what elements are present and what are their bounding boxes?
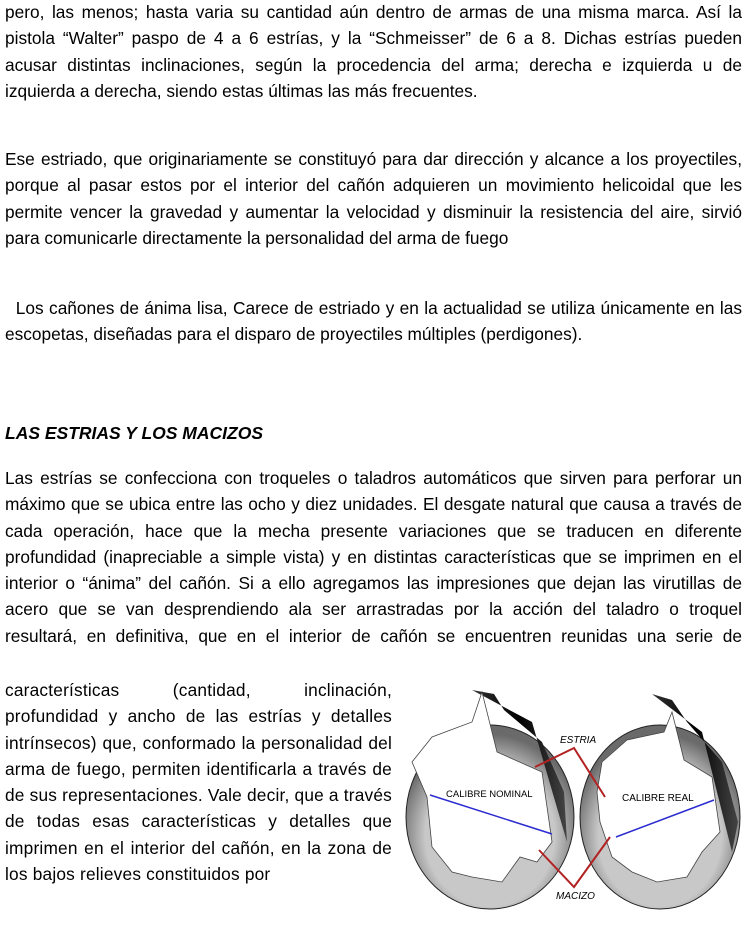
rifling-diagram xyxy=(402,682,747,917)
label-calibre-real: CALIBRE REAL xyxy=(622,793,694,804)
section-heading: LAS ESTRIAS Y LOS MACIZOS xyxy=(5,423,263,443)
paragraph-section-body: Las estrías se confecciona con troqueles o taladros automáticos que sirven para perforar un máximo que se ubica entre las ocho y diez unidades. El desgate natural que causa a través de cada operación, hace que la mecha presente variaciones que se traducen en diferente profundidad (inapreciable a simple vista) y en distintas características que se imprimen en el interior o “ánima” del cañón. Si a ello agregamos las impresiones que dejan las virutillas de acero que se van desprendiendo ala ser arrastradas por la acción del taladro o troquel resultará, en definitiva, que en el interior de cañón se encuentren reunidas una serie de xyxy=(5,468,742,646)
paragraph-smooth-bore: Los cañones de ánima lisa, Carece de estriado y en la actualidad se utiliza únicamente en las escopetas, diseñadas para el disparo de proyectiles múltiples (perdigones). xyxy=(5,298,742,345)
label-estria: ESTRIA xyxy=(560,735,597,746)
label-macizo: MACIZO xyxy=(556,891,595,902)
paragraph-rifling-count: pero, las menos; hasta varia su cantidad aún dentro de armas de una misma marca. Así la pistola “Walter” paspo de 4 a 6 estrías, y la “Schmeisser” de 6 a 8. Dichas estrías pueden acusar distintas inclinaciones, según la procedencia del arma; derecha e izquierda u de izquierda a derecha, siendo estas últimas las más frecuentes. xyxy=(5,2,742,101)
paragraph-rifling-purpose: Ese estriado, que originariamente se constituyó para dar dirección y alcance a los proyectiles, porque al pasar estos por el interior del cañón adquieren un movimiento helicoidal que les permite vencer la gravedad y aumentar la velocidad y disminuir la resistencia del aire, sirvió para comunicarle directamente la personalidad del arma de fuego xyxy=(5,149,742,248)
label-calibre-nominal: CALIBRE NOMINAL xyxy=(446,789,533,800)
paragraph-section-column: características (cantidad, inclinación, profundidad y ancho de las estrías y detalles intrínsecos) que, conformado la personalidad del arma de fuego, permiten identificarla a través de de sus representaciones. Vale decir, que a través de todas esas características y detalles que imprimen en el interior del cañón, en la zona de los bajos relieves constituidos por xyxy=(5,680,393,885)
